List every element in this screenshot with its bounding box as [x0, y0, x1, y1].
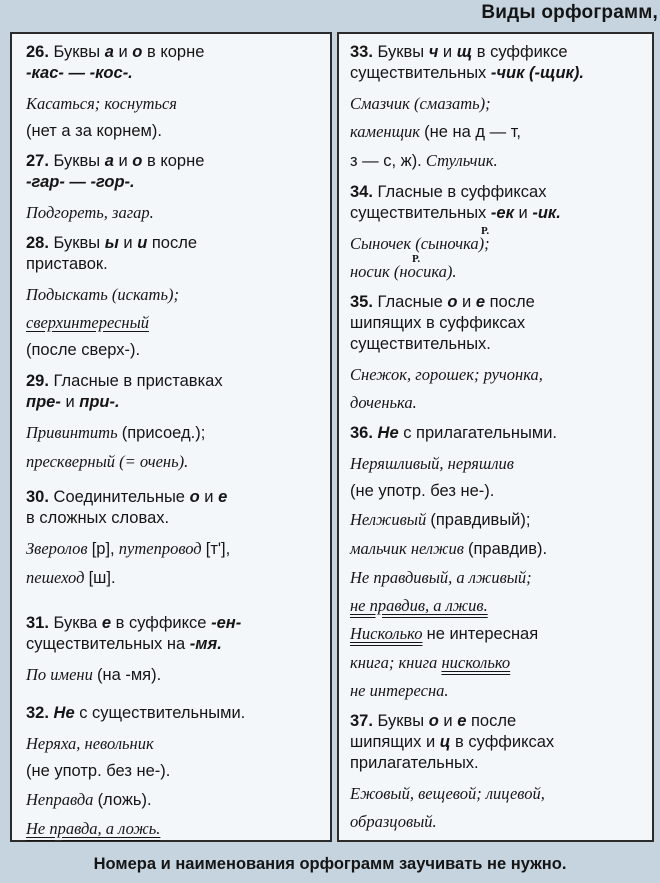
text: в корне: [146, 152, 205, 170]
roots: -гар- — -гор-.: [26, 173, 135, 191]
suffix: -ен-: [211, 614, 242, 632]
example-word: сверхинтересный: [26, 313, 150, 332]
text: шипящих и: [350, 733, 436, 751]
rule-36-example-2: [350, 509, 648, 531]
rule-31: [26, 613, 322, 686]
prefix: при-.: [79, 393, 120, 411]
rule-27: [26, 151, 322, 223]
rule-number: 27.: [26, 152, 49, 170]
right-column: [337, 32, 654, 842]
example-phrase: мальчик нелжив: [350, 539, 464, 558]
suffix: -мя.: [189, 635, 222, 653]
example-phrase: не интересная: [426, 625, 539, 643]
text: в суффиксе: [476, 43, 568, 61]
rule-32-example-3: [26, 818, 322, 839]
rule-32-note: (не употр. без не-).: [26, 762, 171, 780]
rule-number: 37.: [350, 712, 373, 730]
particle: Не: [53, 704, 75, 722]
rule-28-note: (после сверх-).: [26, 341, 141, 359]
note: з — с, ж).: [350, 152, 422, 170]
rule-26-note: (нет а за корнем).: [26, 122, 162, 140]
example-word: каменщик: [350, 122, 421, 141]
rule-number: 32.: [26, 704, 49, 722]
text: и: [65, 393, 75, 411]
rule-36-title: [350, 423, 648, 444]
page-header: Виды орфограмм,: [481, 2, 658, 23]
rule-28-example-2: [26, 312, 322, 333]
rule-33-example-1: Смазчик (смазать);: [350, 94, 491, 113]
rule-30-example-1: [26, 538, 322, 560]
rule-36: [350, 423, 648, 701]
prefix: пре-: [26, 393, 61, 411]
example-word: Нисколько: [350, 624, 423, 643]
rule-32-example-2: [26, 789, 322, 811]
text: после: [470, 712, 517, 730]
example-word: Стульчик.: [425, 151, 498, 170]
text: в суффиксе: [115, 614, 207, 632]
rule-32-title: [26, 703, 322, 724]
rule-number: 26.: [26, 43, 49, 61]
suffix: -ик.: [532, 204, 561, 222]
transcription: [т'],: [205, 540, 231, 558]
text: Соединительные: [53, 488, 185, 506]
letter: а: [104, 43, 114, 61]
rule-29-example-1: [26, 422, 322, 444]
example-word: Неправда: [26, 790, 94, 809]
rule-33-title: [350, 42, 648, 84]
example-phrase: не правдив, а лжив.: [350, 596, 488, 615]
text: с существительными.: [79, 704, 246, 722]
example-word: прескверный: [26, 452, 115, 471]
roots: -кас- — -кос-.: [26, 64, 133, 82]
rule-36-note: (не употр. без не-).: [350, 482, 495, 500]
text: и: [204, 488, 214, 506]
footer-note: Номера и наименования орфограмм заучивать не нужно.: [93, 855, 567, 873]
rule-28: [26, 233, 322, 361]
left-column: [10, 32, 332, 842]
rule-34-example-1: [350, 225, 648, 254]
text: после: [489, 293, 535, 311]
text: после: [151, 234, 198, 252]
example-word: Нелживый: [350, 510, 427, 529]
text: и: [518, 204, 528, 222]
text: существительных: [350, 64, 487, 82]
text: приставок.: [26, 255, 108, 273]
transcription: [р],: [91, 540, 115, 558]
case-mark: Р.: [481, 225, 490, 237]
text: Гласные в приставках: [53, 372, 223, 390]
rule-37-example-1: Ежовый, вещевой; лицевой,: [350, 784, 545, 803]
text: с прилагательными.: [403, 424, 557, 442]
text: и: [118, 152, 128, 170]
letter: а: [104, 152, 114, 170]
text: в сложных словах.: [26, 509, 170, 527]
rule-29: [26, 371, 322, 472]
example-word: пешеход: [26, 568, 85, 587]
letter: о: [132, 43, 143, 61]
text: Гласные в суффиксах: [377, 183, 547, 201]
text: Гласные: [377, 293, 443, 311]
rule-number: 35.: [350, 293, 373, 311]
rule-31-title: [26, 613, 322, 655]
rule-26-title: [26, 42, 322, 84]
rule-36-example-3: [350, 538, 648, 560]
text: в корне: [146, 43, 205, 61]
note: (правдив).: [468, 540, 548, 558]
letter: щ: [456, 43, 473, 61]
rule-28-example-1: Подыскать (искать);: [26, 285, 179, 304]
rule-36-example-4: Не правдивый, а лживый;: [350, 568, 532, 587]
note: (правдивый);: [430, 511, 531, 529]
letter: ч: [428, 43, 439, 61]
rule-30: [26, 487, 322, 589]
rule-36-example-8: не интересна.: [350, 681, 449, 700]
rule-number: 36.: [350, 424, 373, 442]
text: существительных на: [26, 635, 186, 653]
rule-34: [350, 182, 648, 282]
suffix: -ек: [490, 204, 514, 222]
text: и: [123, 234, 133, 252]
rule-32-example-1: Неряха, невольник: [26, 734, 154, 753]
rule-33-example-3: [350, 150, 648, 172]
letter: е: [457, 712, 467, 730]
text: существительных: [350, 204, 487, 222]
text: Буква: [53, 614, 98, 632]
note: (присоед.);: [121, 424, 206, 442]
text: в суффиксах: [455, 733, 555, 751]
transcription: [ш].: [88, 569, 116, 587]
text: существительных.: [350, 335, 491, 353]
rule-number: 33.: [350, 43, 373, 61]
rule-37-title: [350, 711, 648, 774]
text: Буквы: [377, 712, 425, 730]
example-word: Привинтить: [26, 423, 118, 442]
text: и: [118, 43, 128, 61]
rule-27-example: Подгореть, загар.: [26, 203, 154, 222]
suffix: -чик (-щик).: [490, 64, 584, 82]
letter: е: [475, 293, 486, 311]
text: Буквы: [53, 234, 101, 252]
rule-36-example-1: Неряшливый, неряшлив: [350, 454, 514, 473]
example-word: Зверолов: [26, 539, 88, 558]
letter: о: [428, 712, 439, 730]
rule-number: 30.: [26, 488, 49, 506]
rule-35-example-1: Снежок, горошек; ручонка,: [350, 365, 543, 384]
rule-26: [26, 42, 322, 142]
particle: Не: [377, 424, 399, 442]
letter: и: [137, 234, 148, 252]
rule-number: 31.: [26, 614, 49, 632]
text: Буквы: [53, 152, 101, 170]
rule-30-example-2: [26, 567, 322, 589]
text: и: [442, 43, 453, 61]
rule-26-example: Касаться; коснуться: [26, 94, 177, 113]
text: прилагательных.: [350, 754, 479, 772]
text: шипящих в суффиксах: [350, 314, 526, 332]
rule-36-example-6: [350, 623, 648, 645]
note: (не на д — т,: [424, 123, 522, 141]
rule-33-example-2: [350, 121, 648, 143]
letter: о: [189, 488, 200, 506]
rule-35-title: [350, 292, 648, 355]
rule-35: [350, 292, 648, 413]
rule-34-title: [350, 182, 648, 224]
rule-27-title: [26, 151, 322, 193]
rule-36-example-5: [350, 595, 648, 616]
example-phrase: носик (носика).: [350, 262, 457, 281]
case-mark: Р.: [412, 253, 421, 265]
text: Буквы: [53, 43, 101, 61]
text: и: [462, 293, 472, 311]
rule-number: 28.: [26, 234, 49, 252]
letter: о: [132, 152, 143, 170]
letter: е: [101, 614, 112, 632]
rule-36-example-7: [350, 652, 648, 673]
letter: ы: [104, 234, 119, 252]
rule-31-example: [26, 664, 322, 686]
letter: о: [447, 293, 458, 311]
rule-37-example-2: образцовый.: [350, 812, 437, 831]
example-phrase: Сыночек (сыночка);: [350, 234, 490, 253]
rule-37: [350, 711, 648, 832]
example-word: путепровод: [118, 539, 202, 558]
rule-number: 29.: [26, 372, 49, 390]
note: (на -мя).: [96, 666, 162, 684]
rule-35-example-2: доченька.: [350, 393, 417, 412]
rule-32: [26, 703, 322, 839]
note: (ложь).: [97, 791, 152, 809]
letter: ц: [439, 733, 451, 751]
rule-29-example-2: [26, 451, 322, 472]
rule-34-example-2: [350, 253, 648, 282]
rule-30-title: [26, 487, 322, 529]
example-word: По имени: [26, 665, 93, 684]
rule-33: [350, 42, 648, 172]
rule-number: 34.: [350, 183, 373, 201]
note: (= очень).: [119, 452, 189, 471]
rule-28-title: [26, 233, 322, 275]
example-phrase: книга; книга: [350, 653, 438, 672]
example-phrase: Не правда, а ложь.: [26, 819, 161, 838]
text: Буквы: [377, 43, 425, 61]
letter: е: [218, 488, 228, 506]
text: и: [443, 712, 453, 730]
rule-29-title: [26, 371, 322, 413]
example-word: нисколько: [441, 653, 511, 672]
